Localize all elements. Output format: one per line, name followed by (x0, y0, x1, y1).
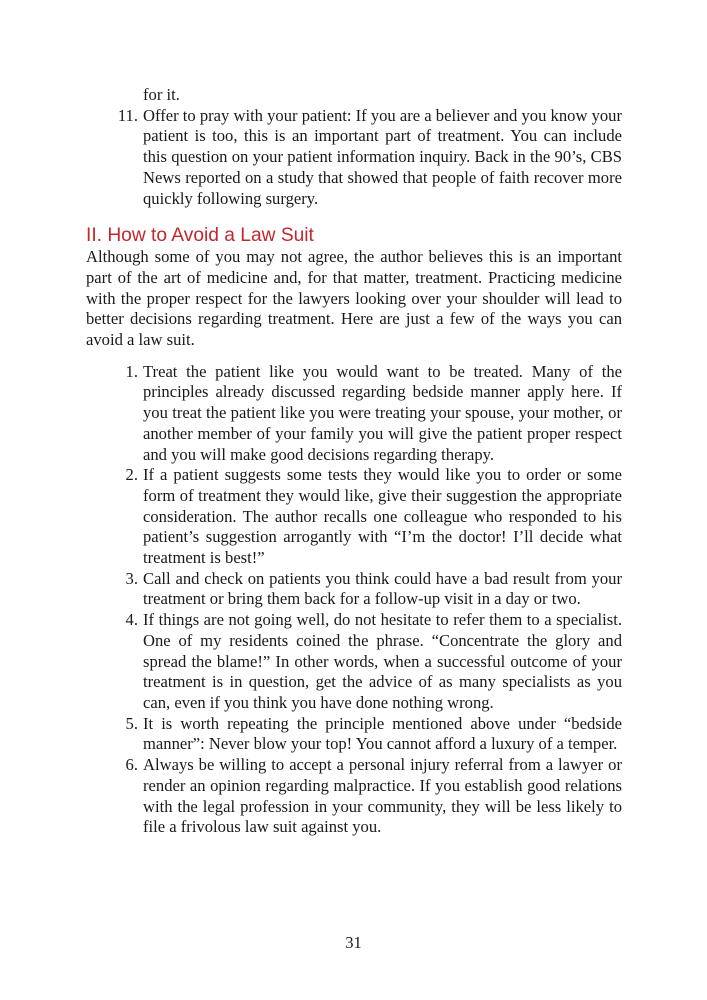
section-intro: Although some of you may not agree, the author believes this is an important part of the art of medicine and, for that matter, treatment. Practicing medicine with the proper respect for the lawyers looking over your shoulder will lead to better decisions regarding treatment. Here are just a few of the ways you can avoid a law suit. (86, 247, 622, 350)
list-item-text: Always be willing to accept a personal injury referral from a lawyer or render an opinion regarding malpractice. If you establish good relations with the legal profession in your community, they will be less likely to file a frivolous law suit against you. (143, 755, 622, 837)
list-item-number: 4. (125, 610, 138, 630)
document-page (86, 85, 622, 838)
list-item (86, 610, 622, 714)
list-item-text: It is worth repeating the principle mentioned above under “bedside manner”: Never blow your top! You cannot afford a luxury of a temper. (143, 713, 622, 754)
list-item (86, 106, 622, 210)
list-item-number: 3. (125, 568, 138, 588)
section-heading: II. How to Avoid a Law Suit (86, 225, 314, 247)
page-number: 31 (345, 933, 362, 952)
list-item-text: Call and check on patients you think could have a bad result from your treatment or bring them back for a follow-up visit in a day or two. (143, 568, 622, 609)
list-item-text: Treat the patient like you would want to be treated. Many of the principles already discussed regarding bedside manner apply here. If you treat the patient like you were treating your spouse, your mother, or another member of your family you will give the patient proper respect and you will make good decisions regarding therapy. (143, 361, 622, 464)
prior-list (86, 106, 622, 210)
list-item-number: 2. (125, 465, 138, 485)
list-item-text: If things are not going well, do not hesitate to refer them to a specialist. One of my residents coined the phrase. “Concentrate the glory and spread the blame!” In other words, when a successful outcome of your treatment is in question, get the advice of as many specialists as you can, even if you think you have done nothing wrong. (143, 610, 622, 712)
list-item-number: 5. (125, 713, 138, 733)
law-suit-list (86, 362, 622, 838)
list-item (86, 569, 622, 610)
continuation-text: for it. (143, 85, 180, 104)
list-item (86, 465, 622, 569)
list-item-text: Offer to pray with your patient: If you are a believer and you know your patient is too, this is an important part of treatment. You can include this question on your patient information inquiry. Back in the 90’s, CBS News reported on a study that showed that people of faith recover more quickly following surgery. (143, 105, 622, 208)
list-item-number: 6. (125, 755, 138, 775)
list-item-text: If a patient suggests some tests they would like you to order or some form of treatment they would like, give their suggestion the appropriate consideration. The author recalls one colleague who responded to his patient’s suggestion arrogantly with “I’m the doctor! I’ll decide what treatment is best!” (143, 465, 622, 568)
list-item (86, 714, 622, 755)
list-item-number: 1. (125, 361, 138, 381)
list-item (86, 755, 622, 838)
list-item-number: 11. (117, 105, 138, 125)
list-item (86, 362, 622, 466)
